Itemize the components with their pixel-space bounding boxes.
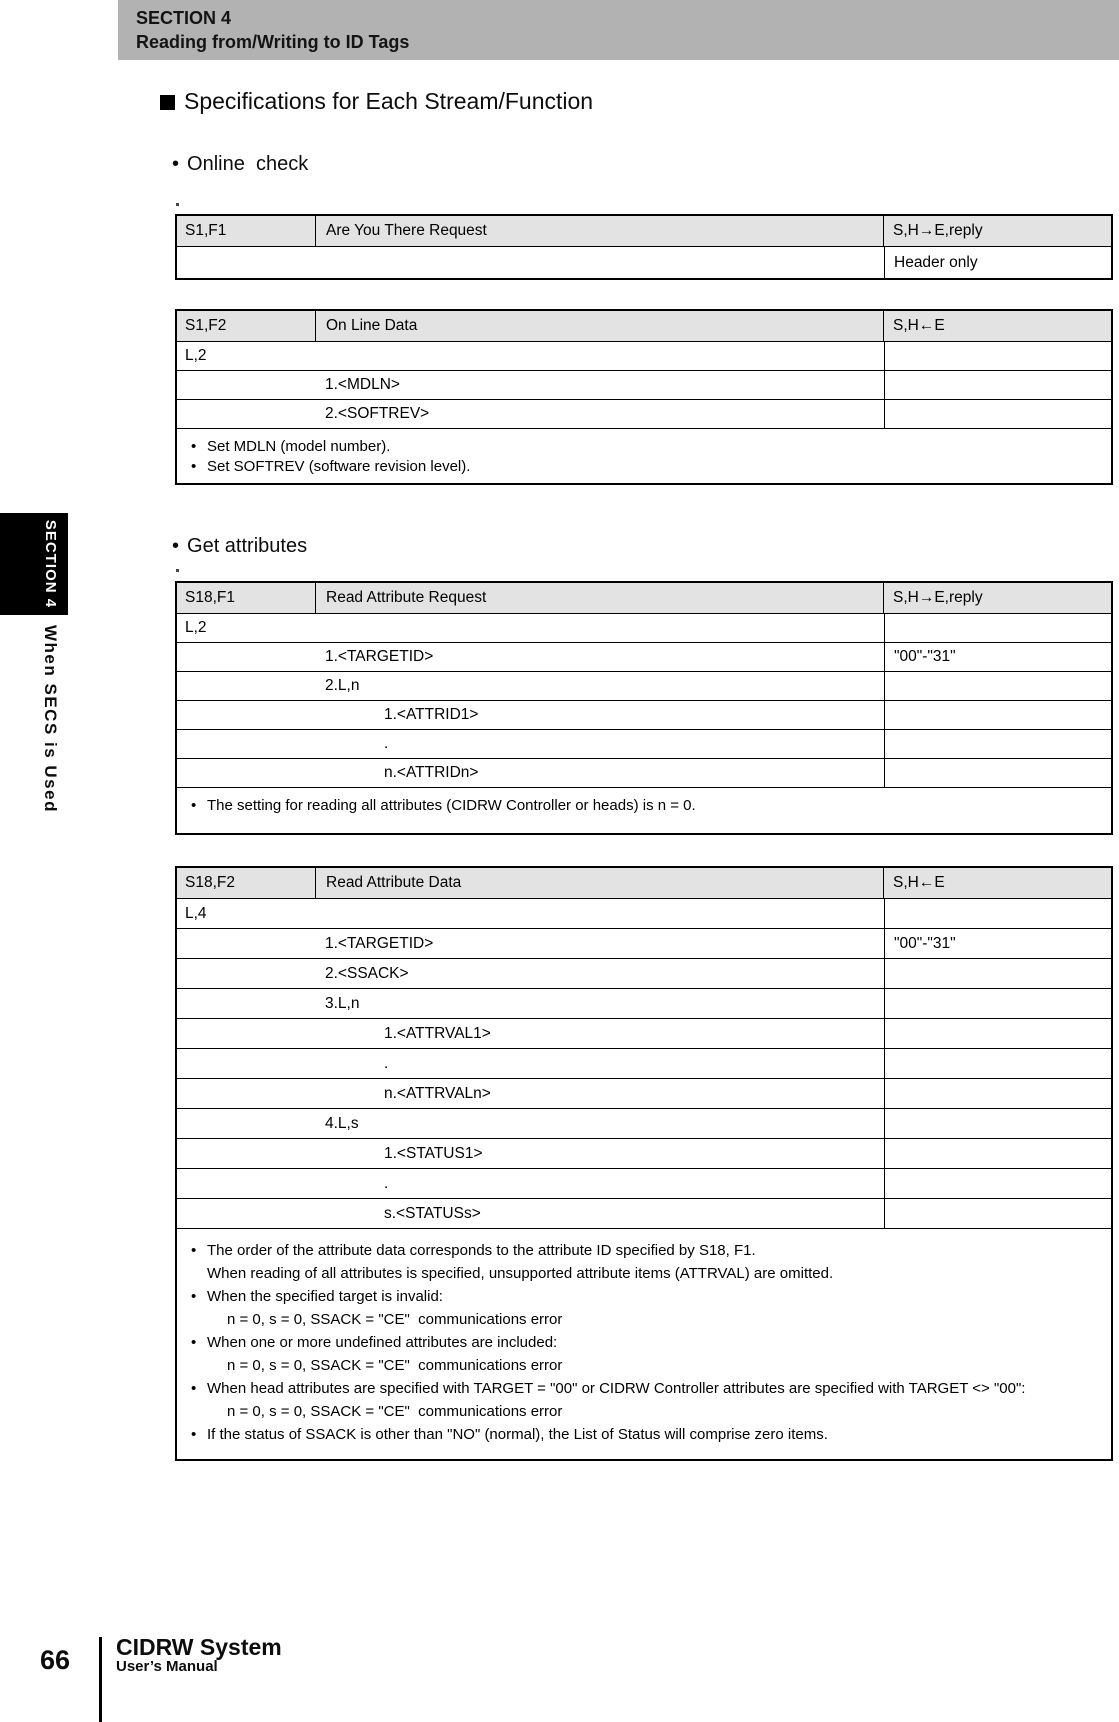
structure-text: 1.<MDLN> <box>325 376 400 393</box>
note-text: n = 0, s = 0, SSACK = "CE" communications error <box>227 1311 563 1328</box>
note-line <box>177 1354 1111 1377</box>
value-cell <box>884 759 1111 787</box>
value-cell <box>884 959 1111 988</box>
structure-text: 2.L,n <box>325 677 360 694</box>
structure-row <box>177 370 1111 399</box>
table-header-row <box>177 583 1111 613</box>
structure-text: L,4 <box>185 904 207 922</box>
note-text: n = 0, s = 0, SSACK = "CE" communications error <box>227 1403 563 1420</box>
note-text: When head attributes are specified with TARGET = "00" or CIDRW Controller attributes are specified with TARGET <> "00": <box>207 1380 1026 1397</box>
bullet-icon: • <box>191 1334 197 1351</box>
value-cell <box>884 400 1111 428</box>
note-text: The order of the attribute data corresponds to the attribute ID specified by S18, F1. <box>207 1242 756 1259</box>
structure-row <box>177 1018 1111 1048</box>
note-text: The setting for reading all attributes (CIDRW Controller or heads) is n = 0. <box>207 797 696 814</box>
structure-text: 1.<TARGETID> <box>325 934 434 952</box>
note-line <box>177 1423 1111 1446</box>
structure-row <box>177 1168 1111 1198</box>
structure-text: 3.L,n <box>325 994 360 1012</box>
structure-row <box>177 700 1111 729</box>
structure-row <box>177 729 1111 758</box>
note-text: n = 0, s = 0, SSACK = "CE" communications error <box>227 1357 563 1374</box>
structure-text: 1.<STATUS1> <box>384 1144 483 1162</box>
structure-text: 2.<SSACK> <box>325 964 409 982</box>
notes-row <box>177 428 1111 483</box>
structure-text: 1.<ATTRID1> <box>384 706 479 723</box>
bullet-icon: • <box>191 1380 197 1397</box>
spec-table-s1f2 <box>175 309 1113 485</box>
bullet-icon: • <box>191 797 197 814</box>
value-cell <box>884 1169 1111 1198</box>
direction-cell: S,H→E,reply <box>893 589 983 606</box>
structure-text <box>177 247 884 278</box>
note-line <box>177 1285 1111 1308</box>
note-line <box>177 437 1111 457</box>
structure-row <box>177 1108 1111 1138</box>
spec-table-s1f1 <box>175 214 1113 280</box>
stream-function-cell: S1,F1 <box>177 216 316 246</box>
stray-period-mark <box>176 569 179 572</box>
structure-text: 2.<SOFTREV> <box>325 405 430 422</box>
message-name-cell: Read Attribute Data <box>316 868 884 898</box>
structure-row <box>177 928 1111 958</box>
direction-cell: S,H←E <box>893 874 945 891</box>
value-cell <box>884 989 1111 1018</box>
structure-row <box>177 758 1111 787</box>
structure-text: 1.<ATTRVAL1> <box>384 1024 491 1042</box>
notes-row <box>177 1228 1111 1459</box>
sidebar-chapter-label: When SECS is Used <box>41 625 60 813</box>
note-text: If the status of SSACK is other than "NO" (normal), the List of Status will comprise zero items. <box>207 1426 828 1443</box>
bullet-icon: • <box>191 1288 197 1305</box>
value-cell <box>884 342 1111 370</box>
stream-function-cell: S18,F2 <box>177 868 316 898</box>
table-header-row <box>177 216 1111 246</box>
structure-row <box>177 642 1111 671</box>
bullet-icon: • <box>191 1426 197 1443</box>
section-banner <box>118 0 1119 60</box>
structure-row <box>177 246 1111 278</box>
structure-row <box>177 898 1111 928</box>
structure-text: . <box>384 735 389 752</box>
stray-period-mark <box>176 203 179 206</box>
note-line <box>177 1331 1111 1354</box>
value-cell: Header only <box>884 247 1111 278</box>
structure-text: n.<ATTRIDn> <box>384 764 479 781</box>
note-line <box>177 796 1111 816</box>
note-text: Set SOFTREV (software revision level). <box>207 458 471 475</box>
value-cell <box>884 730 1111 758</box>
structure-text: 1.<TARGETID> <box>325 648 434 665</box>
heading-get-attributes-label: Get attributes <box>187 535 308 557</box>
structure-text: n.<ATTRVALn> <box>384 1084 491 1102</box>
structure-row <box>177 613 1111 642</box>
structure-row <box>177 1078 1111 1108</box>
note-line <box>177 1239 1111 1262</box>
note-line <box>177 457 1111 477</box>
sidebar-section-label: SECTION 4 <box>42 519 59 609</box>
heading-online-check-label: Online check <box>187 153 309 175</box>
footer-product-name: CIDRW System <box>116 1634 282 1660</box>
note-line <box>177 1262 1111 1285</box>
value-cell <box>884 899 1111 928</box>
structure-text: L,2 <box>185 619 207 636</box>
structure-text: L,2 <box>185 347 207 364</box>
table-header-row <box>177 311 1111 341</box>
note-text: When the specified target is invalid: <box>207 1288 443 1305</box>
value-cell <box>884 672 1111 700</box>
structure-row <box>177 1198 1111 1228</box>
structure-row <box>177 1138 1111 1168</box>
stream-function-cell: S1,F2 <box>177 311 316 341</box>
value-cell <box>884 1109 1111 1138</box>
note-text: When reading of all attributes is specified, unsupported attribute items (ATTRVAL) are omitted. <box>207 1265 834 1282</box>
direction-cell: S,H→E,reply <box>893 222 983 239</box>
direction-cell: S,H←E <box>893 317 945 334</box>
note-line <box>177 1377 1111 1400</box>
value-cell: "00"-"31" <box>884 929 1111 958</box>
page-heading <box>160 88 593 115</box>
value-cell <box>884 701 1111 729</box>
heading-online-check <box>172 153 308 176</box>
value-cell <box>884 1079 1111 1108</box>
heading-get-attributes <box>172 535 307 558</box>
structure-text: . <box>384 1054 389 1072</box>
value-cell <box>884 1139 1111 1168</box>
bullet-icon: • <box>172 535 180 557</box>
message-name-cell: Read Attribute Request <box>316 583 884 613</box>
notes-row <box>177 787 1111 833</box>
structure-text: 4.L,s <box>325 1114 359 1132</box>
footer-page-number: 66 <box>40 1645 71 1675</box>
note-line <box>177 1400 1111 1423</box>
section-banner-subtitle: Reading from/Writing to ID Tags <box>136 32 410 52</box>
message-name-cell: On Line Data <box>316 311 884 341</box>
bullet-icon: • <box>191 1242 197 1259</box>
value-cell <box>884 371 1111 399</box>
structure-text: . <box>384 1174 389 1192</box>
note-text: When one or more undefined attributes are included: <box>207 1334 558 1351</box>
value-cell <box>884 614 1111 642</box>
value-cell <box>884 1199 1111 1228</box>
message-name-cell: Are You There Request <box>316 216 884 246</box>
structure-row <box>177 671 1111 700</box>
spec-table-s18f1 <box>175 581 1113 835</box>
table-header-row <box>177 868 1111 898</box>
structure-row <box>177 1048 1111 1078</box>
structure-row <box>177 399 1111 428</box>
note-line <box>177 1308 1111 1331</box>
bullet-icon: • <box>191 438 197 455</box>
spec-table-s18f2 <box>175 866 1113 1461</box>
value-cell <box>884 1049 1111 1078</box>
stream-function-cell: S18,F1 <box>177 583 316 613</box>
structure-row <box>177 958 1111 988</box>
value-cell: "00"-"31" <box>884 643 1111 671</box>
structure-row <box>177 988 1111 1018</box>
structure-text: s.<STATUSs> <box>384 1204 481 1222</box>
structure-row <box>177 341 1111 370</box>
value-cell <box>884 1019 1111 1048</box>
page-heading-label: Specifications for Each Stream/Function <box>184 88 594 114</box>
section-banner-title: SECTION 4 <box>136 8 232 28</box>
square-bullet-icon <box>160 95 175 110</box>
footer-manual-label: User’s Manual <box>116 1658 218 1675</box>
footer-divider <box>99 1637 102 1722</box>
note-text: Set MDLN (model number). <box>207 438 391 455</box>
bullet-icon: • <box>172 153 180 175</box>
bullet-icon: • <box>191 458 197 475</box>
